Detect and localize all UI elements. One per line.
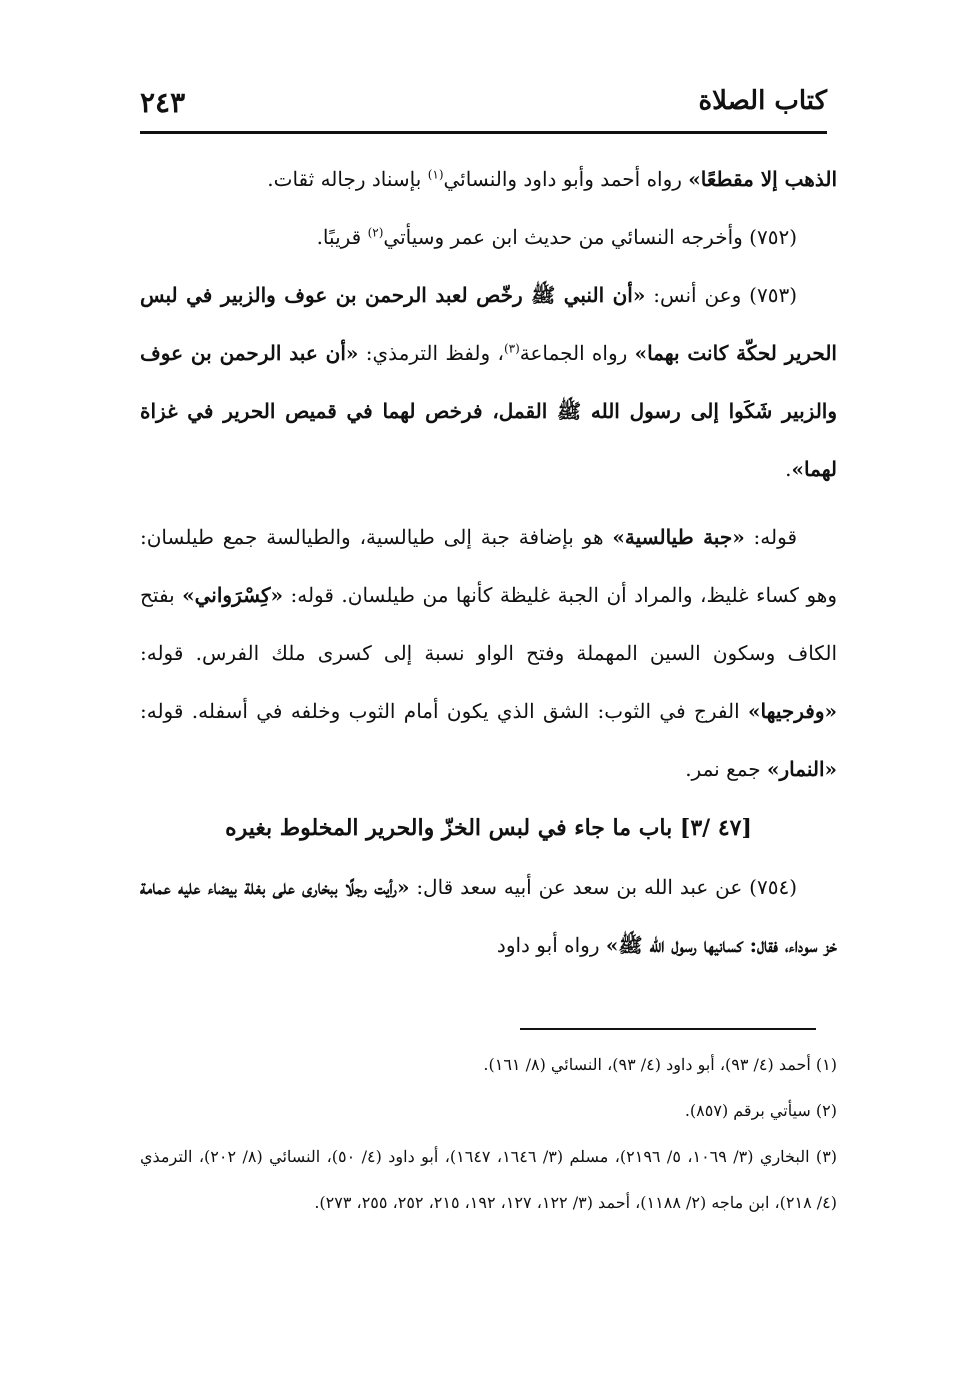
text-segment: «كِسْرَواني»: [182, 583, 283, 607]
header-rule: [140, 131, 827, 134]
text-segment: قوله:: [744, 525, 798, 549]
text-segment: «وفرجيها»: [748, 699, 837, 723]
spacer: [140, 498, 837, 508]
paragraph-commentary: [140, 508, 837, 798]
text-segment: (٧٥٢) وأخرجه النسائي من حديث ابن عمر وسيأتي: [383, 225, 797, 249]
footnotes: [140, 1042, 837, 1226]
footnote-marker: (٣): [503, 341, 520, 356]
text-segment: .: [785, 457, 792, 481]
running-title: كتاب الصلاة: [698, 86, 827, 116]
page-number: ٢٤٣: [140, 86, 186, 119]
text-segment: بفتح الكاف وسكون السين المهملة وفتح الواو نسبة إلى كسرى ملك الفرس. قوله:: [140, 583, 837, 665]
footnote-1: (١) أحمد (٤/ ٩٣)، أبو داود (٤/ ٩٣)، النسائي (٨/ ١٦١).: [483, 1055, 837, 1074]
footnote-marker: (٢): [367, 225, 384, 240]
text-segment: (٧٥٣) وعن أنس:: [645, 283, 797, 307]
paragraph-continuation: [140, 150, 837, 208]
text-segment: «النمار»: [767, 757, 837, 781]
text-segment: الفرج في الثوب: الشق الذي يكون أمام الثوب وخلفه في أسفله. قوله:: [140, 699, 749, 723]
text-segment: الذهب إلا مقطعًا»: [688, 167, 837, 191]
text-segment: رواه الجماعة: [519, 341, 635, 365]
main-text: [140, 150, 837, 974]
footnote-marker: (١): [427, 167, 444, 182]
text-segment: (٧٥٤) عن عبد الله بن سعد عن أبيه سعد قال:: [409, 875, 797, 899]
paragraph-754: [140, 858, 837, 974]
text-segment: قريبًا.: [316, 225, 368, 249]
text-segment: جمع نمر.: [685, 757, 767, 781]
text-segment: رواه أبو داود: [496, 933, 606, 957]
paragraph-753: [140, 266, 837, 498]
paragraph-752: [140, 208, 837, 266]
text-segment: «جبة طيالسية»: [612, 525, 745, 549]
footnote-rule: [520, 1028, 816, 1030]
footnote-2: (٢) سيأتي برقم (٨٥٧).: [684, 1101, 837, 1120]
text-segment: «رأيت رجلًا ببخارى على بغلة بيضاء عليه عمامة خز سوداء، فقال: كسانيها رسول الله ﷺ»: [140, 875, 837, 957]
text-segment: ، ولفظ الترمذي:: [358, 341, 504, 365]
text-segment: رواه أحمد وأبو داود والنسائي: [443, 167, 689, 191]
text-segment: هو بإضافة جبة إلى طيالسية، والطيالسة جمع طيلسان: وهو كساء غليظ، والمراد أن الجبة غليظة كأنها من طيلسان. قوله:: [140, 525, 837, 607]
footnote-3: (٣) البخاري (٣/ ١٠٦٩، ٥/ ٢١٩٦)، مسلم (٣/ ١٦٤٦، ١٦٤٧)، أبو داود (٤/ ٥٠)، النسائي (٨/ ٢٠٢)، الترمذي (٤/ ٢١٨)، ابن ماجه (٢/ ١١٨٨)، أحمد (٣/ ١٢٢، ١٢٧، ١٩٢، ٢١٥، ٢٥٢، ٢٥٥، ٢٧٣).: [140, 1147, 838, 1212]
text-segment: «أن النبي ﷺ رخّص لعبد الرحمن بن عوف والزبير في لبس الحرير لحكّة كانت بهما»: [140, 283, 837, 365]
page-header: [140, 86, 827, 132]
text-segment: بإسناد رجاله ثقات.: [267, 167, 428, 191]
text-segment: «أن عبد الرحمن بن عوف والزبير شَكَوا إلى رسول الله ﷺ القمل، فرخص لهما في قميص الحرير في غزاة لهما»: [140, 341, 837, 481]
section-heading: [٤٧ /٣] باب ما جاء في لبس الخزّ والحرير المخلوط بغيره: [225, 815, 752, 841]
